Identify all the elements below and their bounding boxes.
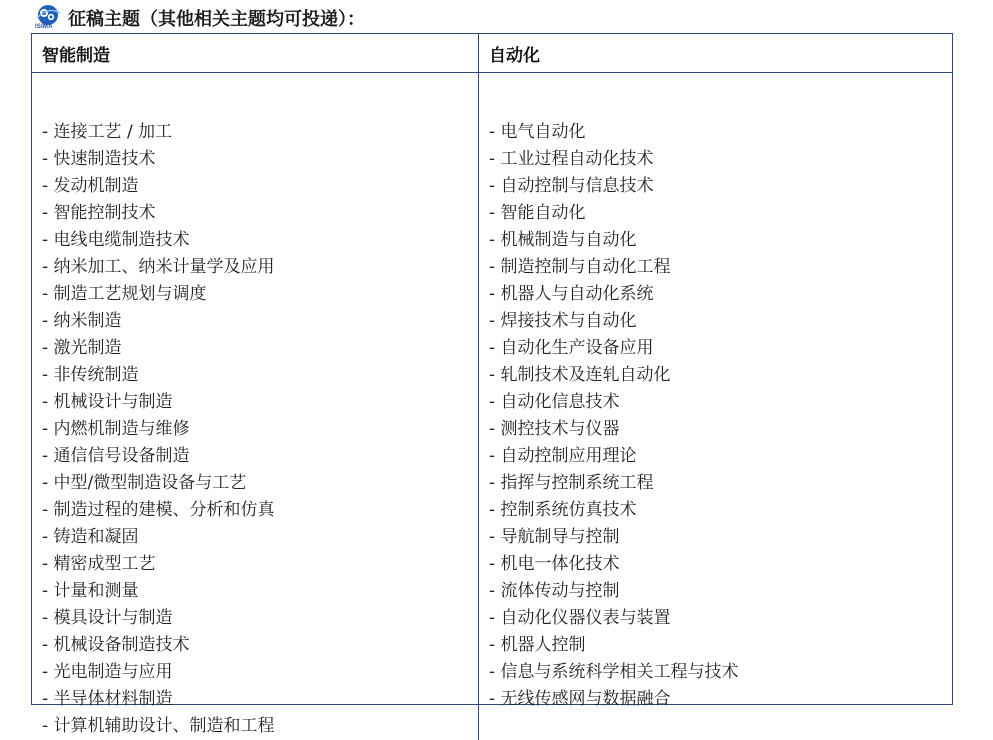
topic-list-item: - 智能控制技术 xyxy=(42,203,156,223)
topic-list-item: - 模具设计与制造 xyxy=(42,608,173,628)
topic-list-item: - 铸造和凝固 xyxy=(42,527,139,547)
topic-list-item: - 轧制技术及连轧自动化 xyxy=(489,365,671,385)
logo-mark-icon xyxy=(34,4,62,26)
topic-list-item: - 中型/微型制造设备与工艺 xyxy=(42,473,247,493)
topics-table xyxy=(31,33,953,736)
column-heading-intelligent-manufacturing: 智能制造 xyxy=(32,34,479,73)
topic-list-item: - 控制系统仿真技术 xyxy=(489,500,637,520)
automation-topic-list xyxy=(479,73,952,740)
logo-text: ISIMA xyxy=(35,24,53,30)
topic-list-item: - 非传统制造 xyxy=(42,365,139,385)
topic-list-item: - 电气自动化 xyxy=(489,122,586,142)
topic-list-item: - 机械制造与自动化 xyxy=(489,230,637,250)
column-heading-automation: 自动化 xyxy=(479,34,952,73)
intelligent-manufacturing-topic-list xyxy=(32,73,479,740)
section-header xyxy=(34,4,365,32)
topic-list-item: - 焊接技术与自动化 xyxy=(489,311,637,331)
topic-list-item: - 自动化生产设备应用 xyxy=(489,338,654,358)
topic-list-item: - 纳米制造 xyxy=(42,311,122,331)
topic-list-item: - 半导体材料制造 xyxy=(42,689,173,709)
topic-list-item: - 制造过程的建模、分析和仿真 xyxy=(42,500,275,520)
topic-list-item: - 工业过程自动化技术 xyxy=(489,149,654,169)
topic-list-item: - 测控技术与仪器 xyxy=(489,419,620,439)
topic-list-item: - 连接工艺 / 加工 xyxy=(42,122,173,142)
topic-list-item: - 智能自动化 xyxy=(489,203,586,223)
topic-list-item: - 纳米加工、纳米计量学及应用 xyxy=(42,257,275,277)
topic-list-item: - 自动控制应用理论 xyxy=(489,446,637,466)
topic-list-item: - 机器人控制 xyxy=(489,635,586,655)
topic-list-item: - 指挥与控制系统工程 xyxy=(489,473,654,493)
topic-list-item: - 导航制导与控制 xyxy=(489,527,620,547)
topic-list-item: - 信息与系统科学相关工程与技术 xyxy=(489,662,739,682)
topic-list-item: - 机械设备制造技术 xyxy=(42,635,190,655)
topic-list-item: - 光电制造与应用 xyxy=(42,662,173,682)
topic-list-item: - 激光制造 xyxy=(42,338,122,358)
topic-list-item: - 通信信号设备制造 xyxy=(42,446,190,466)
topic-list-item: - 精密成型工艺 xyxy=(42,554,156,574)
topic-list-item: - 自动化信息技术 xyxy=(489,392,620,412)
topic-list-item: - 制造工艺规划与调度 xyxy=(42,284,207,304)
topic-list-item: - 无线传感网与数据融合 xyxy=(489,689,671,709)
topic-list-item: - 发动机制造 xyxy=(42,176,139,196)
isima-logo xyxy=(34,4,62,32)
topic-list-item: - 制造控制与自动化工程 xyxy=(489,257,671,277)
topic-list-item: - 流体传动与控制 xyxy=(489,581,620,601)
topic-list-item: - 快速制造技术 xyxy=(42,149,156,169)
page-title: 征稿主题（其他相关主题均可投递）： xyxy=(68,9,365,30)
topic-list-item: - 电线电缆制造技术 xyxy=(42,230,190,250)
topic-list-item: - 机电一体化技术 xyxy=(489,554,620,574)
topic-list-item: - 自动化仪器仪表与装置 xyxy=(489,608,671,628)
topic-list-item: - 计量和测量 xyxy=(42,581,139,601)
topic-list-item: - 机械设计与制造 xyxy=(42,392,173,412)
topic-list-item: - 自动控制与信息技术 xyxy=(489,176,654,196)
topic-list-item: - 内燃机制造与维修 xyxy=(42,419,190,439)
topic-list-item: - 计算机辅助设计、制造和工程 xyxy=(42,716,275,736)
topic-list-item: - 机器人与自动化系统 xyxy=(489,284,654,304)
